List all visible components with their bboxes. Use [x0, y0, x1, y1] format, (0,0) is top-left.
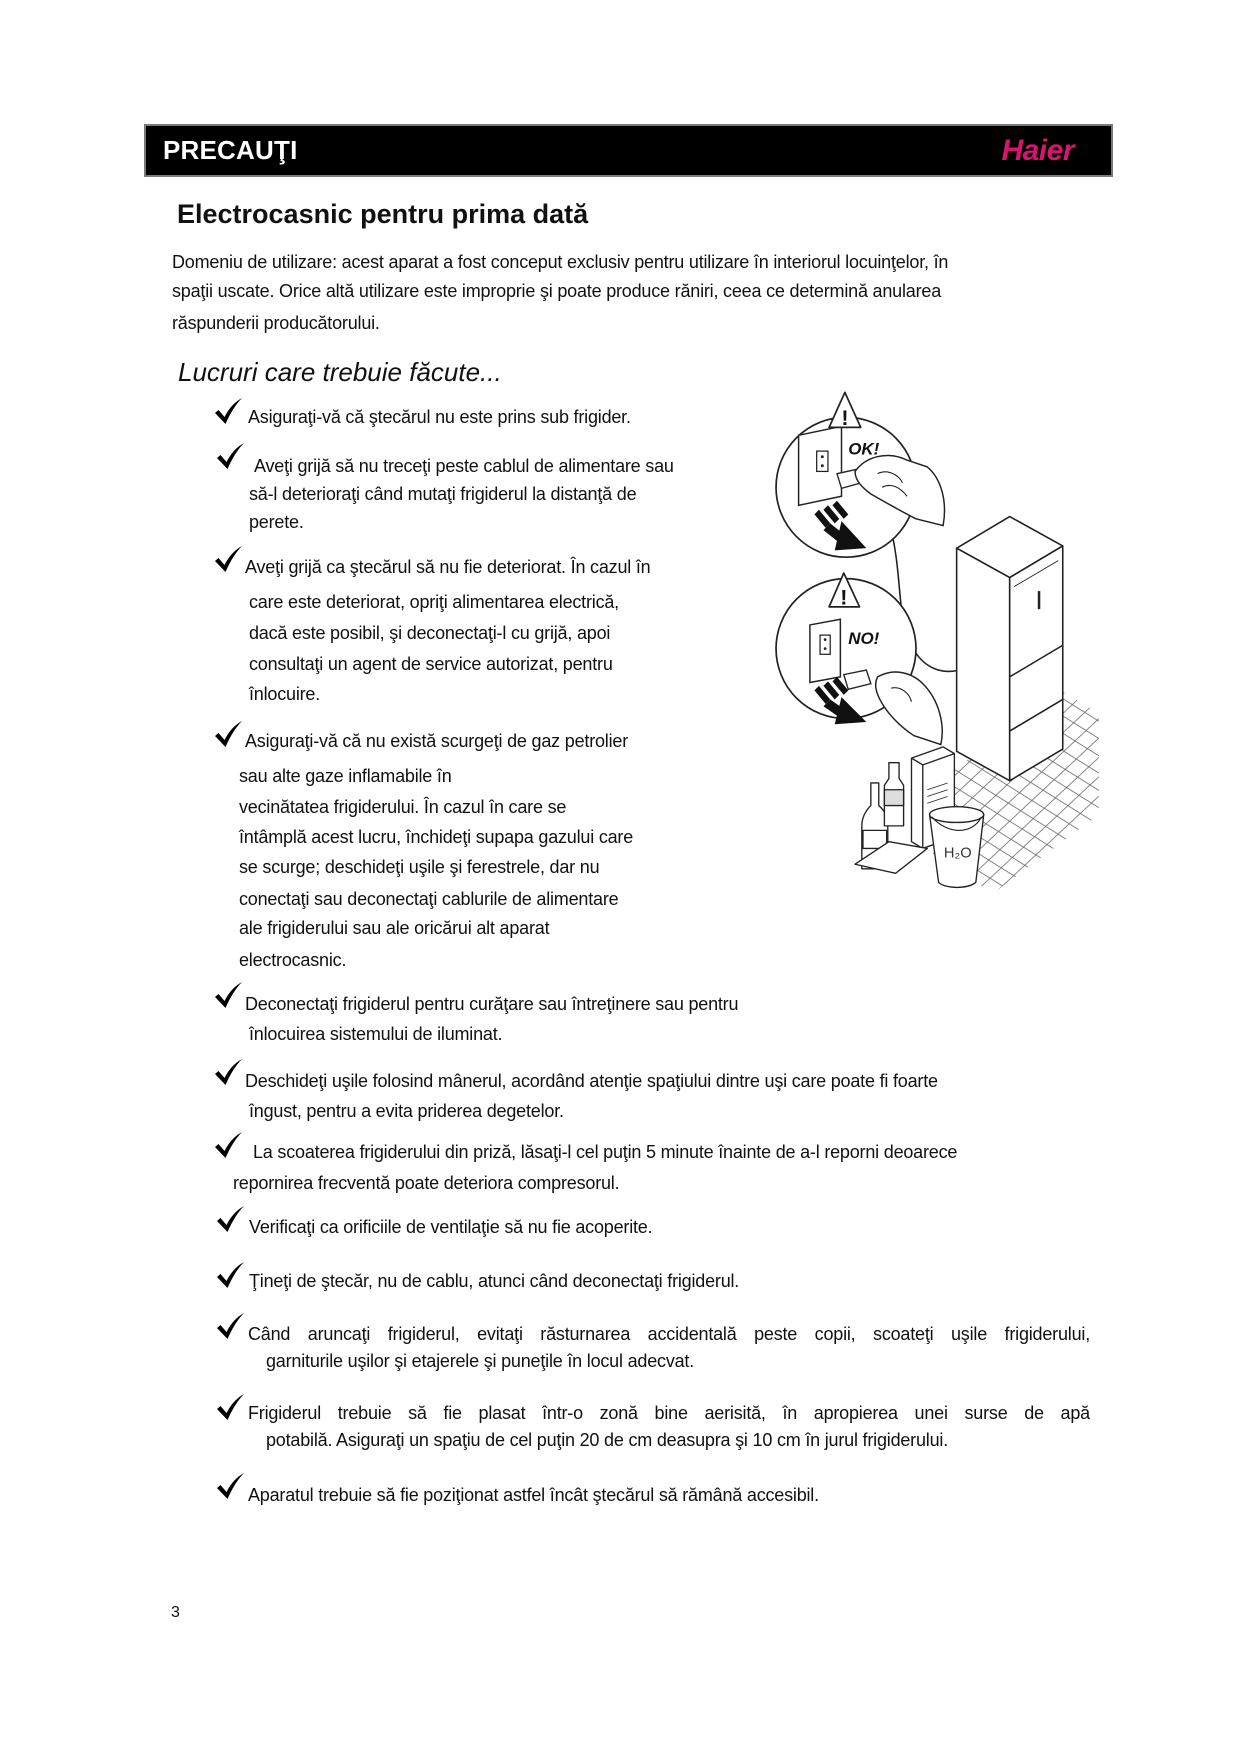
- todo-item-10-line: Când aruncaţi frigiderul, evitaţi răsturnarea accidentală peste copii, scoateţi uşile frigiderului,: [248, 1324, 1090, 1344]
- todo-item-2-line: Aveţi grijă să nu treceţi peste cablul de alimentare sau: [254, 456, 674, 476]
- todo-item-3-line: care este deteriorat, opriţi alimentarea electrică,: [249, 592, 619, 612]
- checkmark-icon: [214, 720, 243, 749]
- todo-item-5-line: înlocuirea sistemului de iluminat.: [249, 1024, 503, 1044]
- todo-item-3-line: dacă este posibil, şi deconectaţi-l cu grijă, apoi: [249, 623, 611, 643]
- todo-item-2-line: să-l deterioraţi când mutaţi frigiderul la distanţă de: [249, 484, 637, 504]
- intro-line: spaţii uscate. Orice altă utilizare este improprie şi poate produce răniri, ceea ce determină anularea: [172, 281, 942, 301]
- section-title: Electrocasnic pentru prima dată: [177, 199, 589, 229]
- todo-item-4-line: Asiguraţi-vă că nu există scurgeţi de gaz petrolier: [245, 731, 628, 751]
- socket-plate: [799, 426, 842, 505]
- checkmark-icon: [216, 1393, 245, 1422]
- bucket-label: H₂O: [943, 845, 972, 862]
- socket-plate: [810, 619, 840, 682]
- todo-item-5-line: Deconectaţi frigiderul pentru curăţare sau întreţinere sau pentru: [245, 994, 739, 1014]
- todo-item-4-line: electrocasnic.: [239, 950, 347, 970]
- todo-item-4-line: vecinătatea frigiderului. În cazul în care se: [239, 797, 567, 817]
- hand-icon: [876, 672, 943, 745]
- checkmark-icon: [216, 1261, 245, 1290]
- todo-item-6-line: îngust, pentru a evita priderea degetelor.: [249, 1101, 564, 1121]
- checkmark-icon: [214, 981, 243, 1010]
- todo-item-11-line: potabilă. Asiguraţi un spaţiu de cel puţin 20 de cm deasupra şi 10 cm în jurul frigiderului.: [266, 1430, 949, 1450]
- todo-item-4-line: întâmplă acest lucru, închideţi supapa gazului care: [239, 827, 634, 847]
- intro-line: răspunderii producătorului.: [172, 313, 380, 333]
- checkmark-icon: [216, 1205, 245, 1234]
- ok-plug-scene: [776, 417, 944, 557]
- todo-item-6-line: Deschideţi uşile folosind mânerul, acordând atenţie spaţiului dintre uşi care poate fi foarte: [245, 1071, 938, 1091]
- todo-item-3-line: înlocuire.: [249, 684, 321, 704]
- todo-item-3-line: Aveţi grijă ca ştecărul să nu fie deteriorat. În cazul în: [245, 557, 651, 577]
- brand-logo: Haier: [1001, 133, 1074, 167]
- intro-line: Domeniu de utilizare: acest aparat a fost conceput exclusiv pentru utilizare în interiorul locuinţelor, în: [172, 252, 949, 272]
- no-label: NO!: [848, 629, 880, 649]
- svg-text:!: !: [841, 406, 849, 431]
- todo-item-4-line: sau alte gaze inflamabile în: [239, 766, 452, 786]
- checkmark-icon: [214, 1058, 243, 1087]
- fridge-safety-illustration: [767, 389, 1100, 897]
- checkmark-icon: [216, 1472, 245, 1501]
- checkmark-icon: [214, 397, 243, 426]
- header-bar: [144, 124, 1113, 177]
- fridge-illustration: [957, 517, 1063, 781]
- todo-item-10-line: garniturile uşilor şi etajerele şi puneţile în locul adecvat.: [266, 1351, 695, 1371]
- todo-item-1-line: Asiguraţi-vă că ştecărul nu este prins sub frigider.: [248, 407, 631, 427]
- todo-item-4-line: se scurge; deschideţi uşile şi ferestrele, dar nu: [239, 857, 600, 877]
- todo-item-7-line: La scoaterea frigiderului din priză, lăsaţi-l cel puţin 5 minute înainte de a-l reporni deoarece: [253, 1142, 958, 1162]
- checkmark-icon: [214, 545, 243, 574]
- todo-item-4-line: ale frigiderului sau ale oricărui alt aparat: [239, 918, 550, 938]
- no-plug-scene: [776, 579, 942, 745]
- todo-item-8-line: Verificaţi ca orificiile de ventilaţie să nu fie acoperite.: [249, 1217, 653, 1237]
- todo-item-3-line: consultaţi un agent de service autorizat, pentru: [249, 654, 613, 674]
- todo-item-11-line: Frigiderul trebuie să fie plasat într-o zonă bine aerisită, în apropierea unei surse de apă: [248, 1403, 1090, 1423]
- todo-item-2-line: perete.: [249, 512, 304, 532]
- checkmark-icon: [216, 1312, 245, 1341]
- todo-item-12-line: Aparatul trebuie să fie poziţionat astfel încât ştecărul să rămână accesibil.: [248, 1485, 819, 1505]
- svg-text:!: !: [840, 585, 848, 610]
- page-header-title: PRECAUŢI: [163, 135, 298, 165]
- todo-item-9-line: Ţineţi de ştecăr, nu de cablu, atunci când deconectaţi frigiderul.: [249, 1271, 740, 1291]
- todo-heading: Lucruri care trebuie făcute...: [178, 357, 502, 387]
- warning-triangle-icon: [829, 392, 861, 430]
- todo-item-4-line: conectaţi sau deconectaţi cablurile de alimentare: [239, 889, 619, 909]
- todo-item-7-line: repornirea frecventă poate deteriora compresorul.: [233, 1173, 620, 1193]
- page-number: 3: [171, 1604, 180, 1621]
- checkmark-icon: [216, 442, 245, 471]
- checkmark-icon: [214, 1131, 243, 1160]
- ok-label: OK!: [848, 439, 880, 459]
